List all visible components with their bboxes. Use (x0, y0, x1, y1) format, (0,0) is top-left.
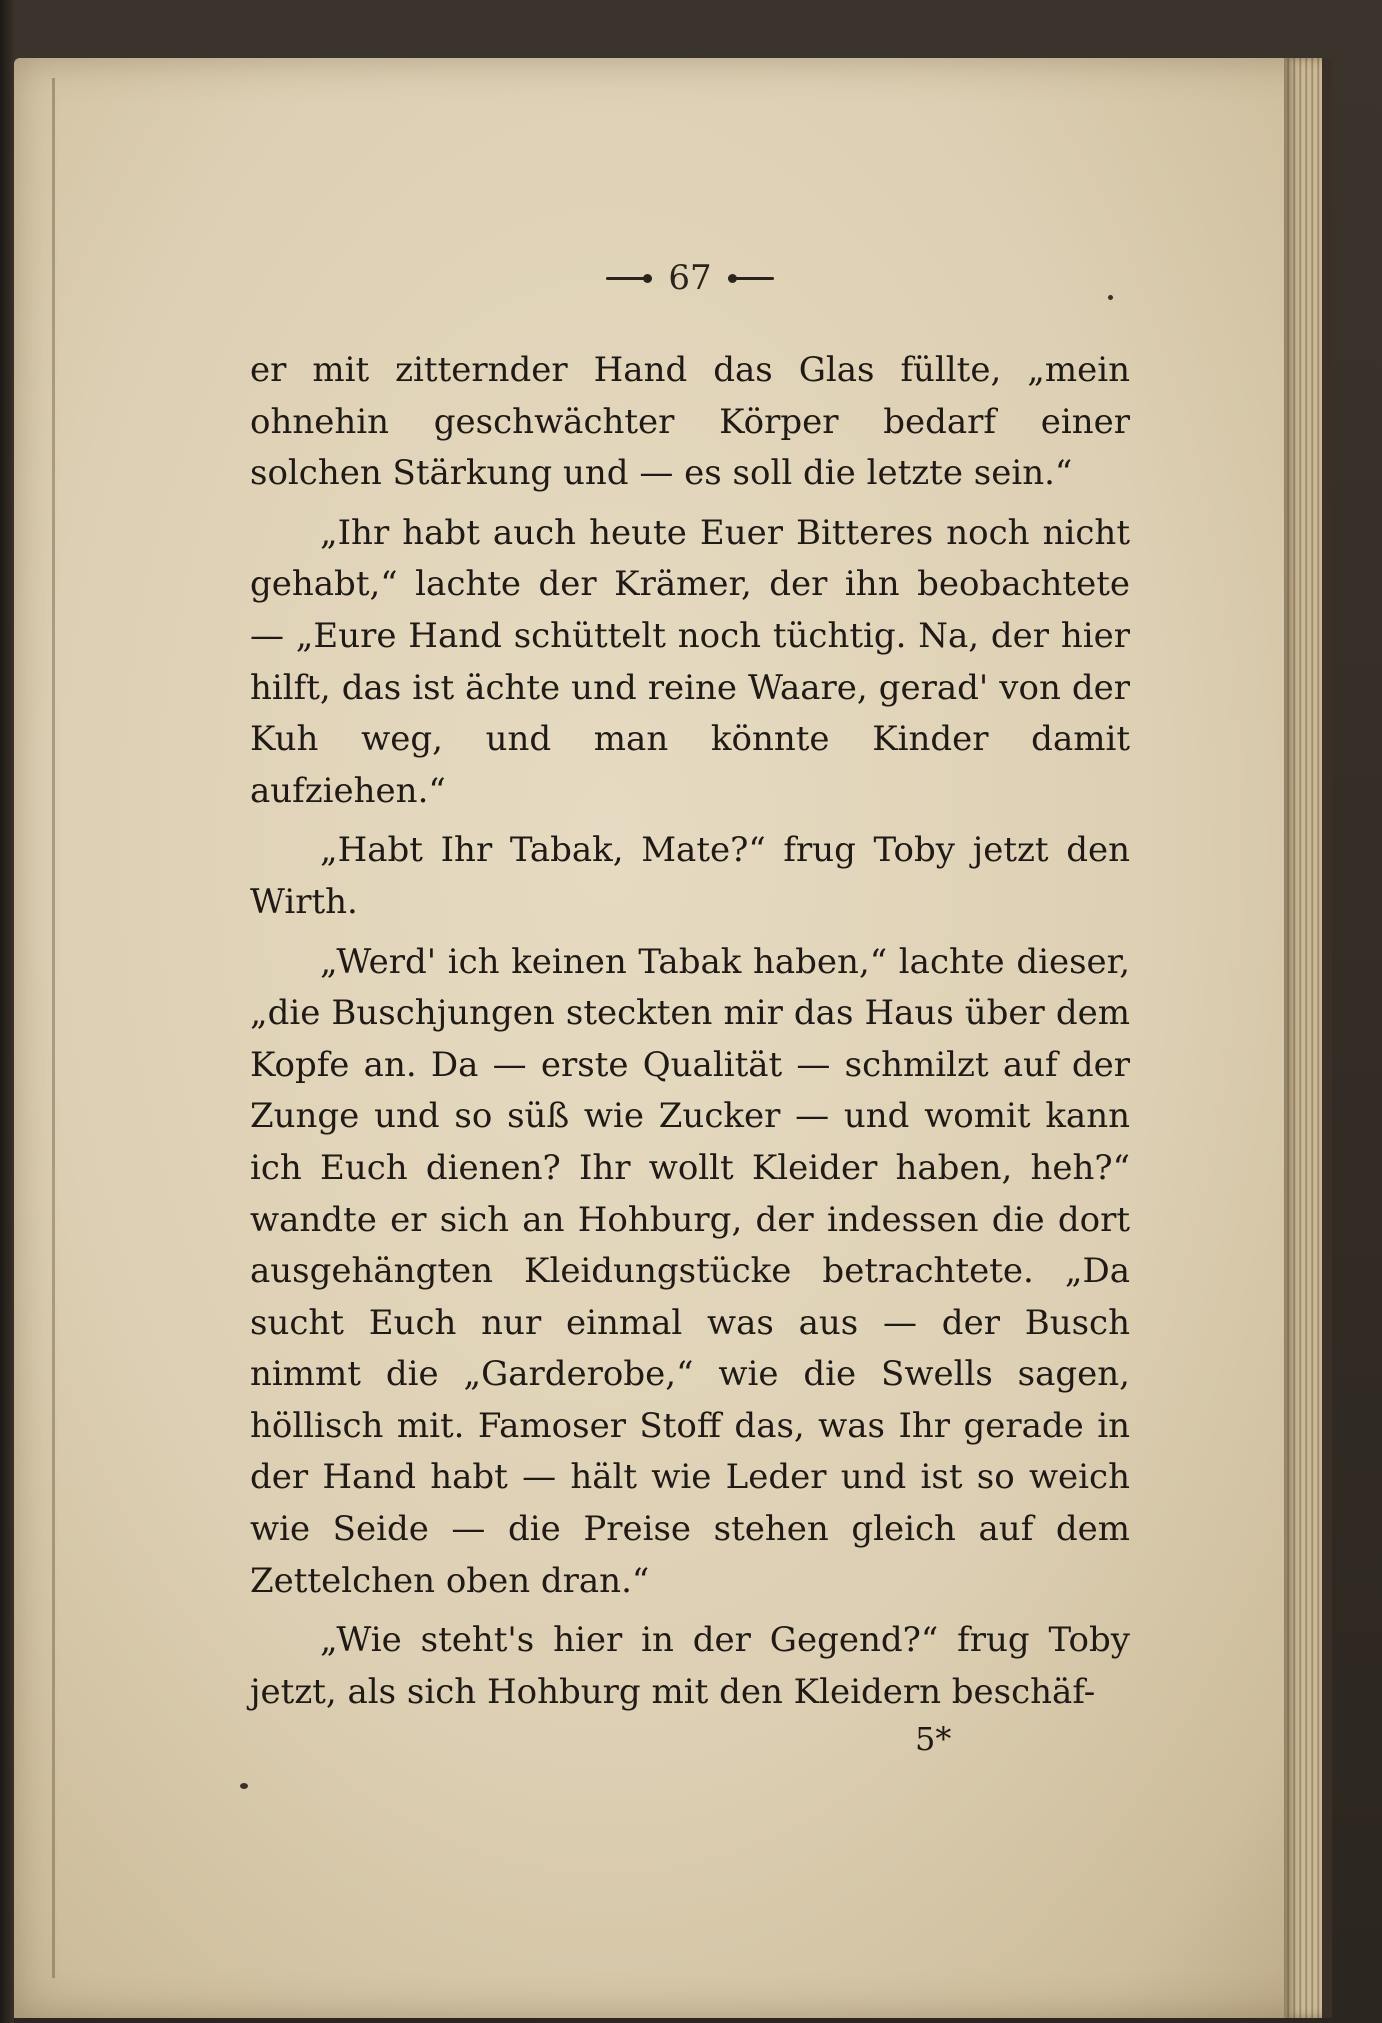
book-cover-edge (0, 0, 14, 2023)
paragraph: „Wie steht's hier in der Gegend?“ frug Toby jetzt, als sich Hohburg mit den Kleidern beschäf- (250, 1620, 1130, 1712)
paragraph: er mit zitternder Hand das Glas füllte, „mein ohnehin geschwächter Körper bedarf einer solchen Stärkung und — es soll die letzte sein.“ (250, 350, 1130, 494)
paragraph: „Habt Ihr Tabak, Mate?“ frug Toby jetzt den Wirth. (250, 830, 1130, 922)
body-text (250, 345, 1130, 1726)
page-number: 67 (668, 258, 712, 298)
ink-speck (1108, 295, 1113, 300)
running-head (580, 255, 800, 301)
ornament-left-icon (606, 277, 652, 280)
paragraph: „Ihr habt auch heute Euer Bitteres noch nicht gehabt,“ lachte der Krämer, der ihn beobachtete — „Eure Hand schüttelt noch tüchtig. Na, der hier hilft, das ist ächte und reine Waare, gerad' von der Kuh weg, und man könnte Kinder damit aufziehen.“ (250, 512, 1130, 811)
printer-signature-mark: 5* (915, 1720, 952, 1758)
gutter-crease (52, 78, 55, 1978)
ink-speck (240, 1783, 248, 1789)
ornament-right-icon (728, 277, 774, 280)
paragraph: „Werd' ich keinen Tabak haben,“ lachte dieser, „die Buschjungen steckten mir das Haus über dem Kopfe an. Da — erste Qualität — schmilzt auf der Zunge und so süß wie Zucker — und womit kann ich Euch dienen? Ihr wollt Kleider haben, heh?“ wandte er sich an Hohburg, der indessen die dort ausgehängten Kleidungstücke betrachtete. „Da sucht Euch nur einmal was aus — der Busch nimmt die „Garderobe,“ wie die Swells sagen, höllisch mit. Famoser Stoff das, was Ihr gerade in der Hand habt — hält wie Leder und ist so weich wie Seide — die Preise stehen gleich auf dem Zettelchen oben dran.“ (250, 941, 1130, 1601)
binding-edge (1322, 58, 1332, 2018)
